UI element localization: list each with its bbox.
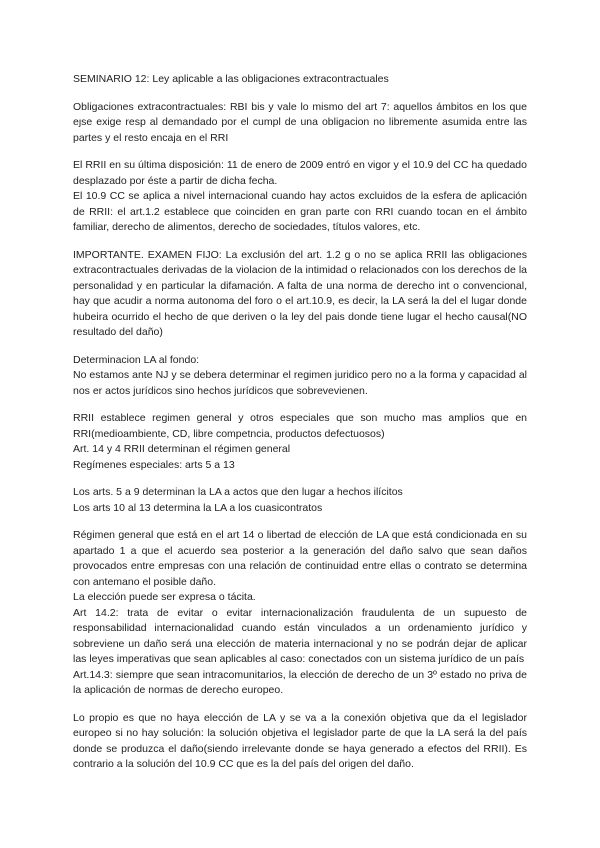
paragraph-art14-3: Art.14.3: siempre que sean intracomunitarios, la elección de derecho de un 3º estado no priva de la aplicación de normas de derecho europeo.	[73, 668, 527, 696]
paragraph-obligaciones: Obligaciones extracontractuales: RBI bis y vale lo mismo del art 7: aquellos ámbitos en los que eȷse exige resp al demandado por el cumpl de una obligacion no libremente asumida entre las partes y el resto encaja en el RRI	[73, 100, 527, 144]
paragraph-arts-10-13: Los arts 10 al 13 determina la LA a los cuasicontratos	[73, 501, 323, 514]
paragraph-determinacion: No estamos ante NJ y se debera determinar el regimen juridico pero no a la forma y capacidad al nos er actos jurídicos sino hechos jurídicos que sobrevevienen.	[73, 369, 527, 397]
document-body	[73, 72, 527, 773]
paragraph-conexion-objetiva: Lo propio es que no haya elección de LA y se va a la conexión objetiva que da el legislador europeo si no hay solución: la solución objetiva el legislador parte de que la LA será la del país donde se produzca el daño(siendo irrelevante donde se haya generado a efectos del RRII). Es contrario a la solución del 10.9 CC que es la del país del origen del daño.	[73, 711, 527, 770]
paragraph-especiales: Regímenes especiales: arts 5 a 13	[73, 458, 235, 471]
paragraph-art14-2: Art 14.2: trata de evitar o evitar internacionalización fraudulenta de un supuesto de responsabilidad internacionalidad cuando están vinculados a un ordenamiento jurídico y sobreviene un daño será una elección de materia internacional y no se podrán dejar de aplicar las leyes imperativas que sean aplicables al caso: conectados con un sistema jurídico de un país	[73, 606, 527, 665]
paragraph-regimen-general: Régimen general que está en el art 14 o libertad de elección de LA que está condicionada en su apartado 1 a que el acuerdo sea posterior a la generación del daño salvo que sean daños provocados entre empresas con una relación de continuidad entre ellas o contrato se determina con antemano el posible daño.	[73, 529, 527, 588]
paragraph-regimen: RRII establece regimen general y otros especiales que son mucho mas amplios que en RRI(medioambiente, CD, libre competncia, productos defectuosos)	[73, 412, 527, 440]
paragraph-rrii-vigor: El RRII en su última disposición: 11 de enero de 2009 entró en vigor y el 10.9 del CC ha quedado desplazado por éste a partir de dicha fecha.	[73, 159, 527, 187]
paragraph-importante: IMPORTANTE. EXAMEN FIJO: La exclusión del art. 1.2 g o no se aplica RRII las obligaciones extracontractuales derivadas de la violacion de la intimidad o relacionados con los derechos de la personalidad y en particular la difamación. A falta de una norma de derecho int o convencional, hay que acudir a norma autonoma del foro o el art.10.9, es decir, la LA será la del el lugar donde hubeira ocurrido el hecho de que deriven o la ley del pais donde tiene lugar el hecho causal(NO resultado del daño)	[73, 248, 527, 338]
paragraph-arts-5-9: Los arts. 5 a 9 determinan la LA a actos que den lugar a hechos ilícitos	[73, 486, 403, 498]
document-title: SEMINARIO 12: Ley aplicable a las obligaciones extracontractuales	[73, 73, 389, 85]
paragraph-eleccion: La elección puede ser expresa o tácita.	[73, 591, 256, 603]
paragraph-determinacion-heading: Determinacion LA al fondo:	[73, 353, 200, 366]
paragraph-cc-109: El 10.9 CC se aplica a nivel internacional cuando hay actos excluidos de la esfera de aplicación de RRII: el art.1.2 establece que coinciden en gran parte con RRI cuando tocan en el ámbito familiar, derecho de alimentos, derecho de sociedades, títulos valores, etc.	[73, 190, 527, 233]
paragraph-art14: Art. 14 y 4 RRII determinan el régimen general	[73, 443, 291, 455]
